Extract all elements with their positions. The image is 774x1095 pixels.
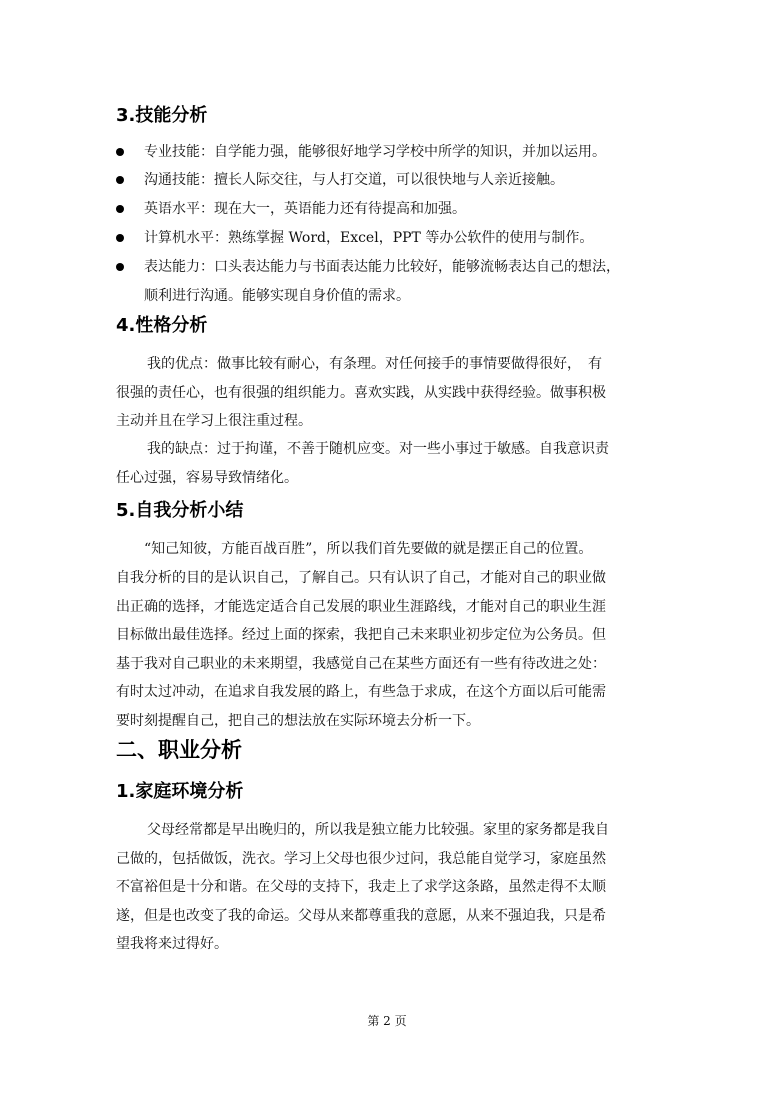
skill-text: 英语水平：现在大一，英语能力还有待提高和加强。 — [144, 201, 466, 217]
paragraph-line: 要时刻提醒自己，把自己的想法放在实际环境去分析一下。 — [116, 713, 480, 729]
paragraph-line: 遂，但是也改变了我的命运。父母从来都尊重我的意愿，从来不强迫我，只是希 — [116, 908, 606, 924]
skill-item — [116, 224, 676, 253]
section-title-summary: 5.自我分析小结 — [116, 500, 244, 521]
paragraph-line: 父母经常都是早出晚归的，所以我是独立能力比较强。家里的家务都是我自 — [147, 822, 609, 838]
paragraph-line: 我的缺点：过于拘谨，不善于随机应变。对一些小事过于敏感。自我意识责 — [147, 441, 609, 457]
paragraph-line: 基于我对自己职业的未来期望，我感觉自己在某些方面还有一些有待改进之处： — [116, 656, 606, 672]
paragraph-line: 目标做出最佳选择。经过上面的探索，我把自己未来职业初步定位为公务员。但 — [116, 627, 606, 643]
bullet-icon — [116, 205, 124, 213]
section-title-family: 1.家庭环境分析 — [116, 781, 244, 802]
paragraph-line: 自我分析的目的是认识自己，了解自己。只有认识了自己，才能对自己的职业做 — [116, 570, 606, 586]
paragraph-line: 我的优点：做事比较有耐心，有条理。对任何接手的事情要做得很好， 有 — [147, 356, 602, 372]
skill-text-line: 顺利进行沟通。能够实现自身价值的需求。 — [144, 288, 410, 304]
skill-item — [116, 138, 676, 167]
section-title-skills: 3.技能分析 — [116, 105, 208, 126]
bullet-icon — [116, 176, 124, 184]
skill-item — [116, 253, 676, 311]
paragraph-line: 任心过强，容易导致情绪化。 — [116, 470, 298, 486]
chapter-title-career: 二、职业分析 — [116, 738, 242, 762]
paragraph-line: 不富裕但是十分和谐。在父母的支持下，我走上了求学这条路，虽然走得不太顺 — [116, 879, 606, 895]
paragraph-line: 望我将来过得好。 — [116, 936, 228, 952]
bullet-icon — [116, 234, 124, 242]
paragraph-line: 己做的，包括做饭，洗衣。学习上父母也很少过问，我总能自觉学习，家庭虽然 — [116, 851, 606, 867]
bullet-icon — [116, 148, 124, 156]
skill-text-line: 表达能力：口头表达能力与书面表达能力比较好，能够流畅表达自己的想法， — [144, 259, 620, 275]
skill-item — [116, 195, 676, 224]
paragraph-line: 主动并且在学习上很注重过程。 — [116, 413, 312, 429]
page-number: 第 2 页 — [367, 1014, 407, 1028]
skill-text: 专业技能：自学能力强，能够很好地学习学校中所学的知识，并加以运用。 — [144, 144, 606, 160]
skill-item — [116, 166, 676, 195]
paragraph-line: “知己知彼，方能百战百胜”，所以我们首先要做的就是摆正自己的位置。 — [144, 541, 593, 557]
section-title-personality: 4.性格分析 — [116, 315, 208, 336]
skill-text: 沟通技能：擅长人际交往，与人打交道，可以很快地与人亲近接触。 — [144, 172, 564, 188]
paragraph-line: 很强的责任心，也有很强的组织能力。喜欢实践，从实践中获得经验。做事积极 — [116, 385, 606, 401]
bullet-icon — [116, 263, 124, 271]
paragraph-line: 有时太过冲动，在追求自我发展的路上，有些急于求成，在这个方面以后可能需 — [116, 684, 606, 700]
paragraph-line: 出正确的选择，才能选定适合自己发展的职业生涯路线，才能对自己的职业生涯 — [116, 599, 606, 615]
skill-text: 计算机水平：熟练掌握 Word，Excel，PPT 等办公软件的使用与制作。 — [144, 230, 594, 246]
